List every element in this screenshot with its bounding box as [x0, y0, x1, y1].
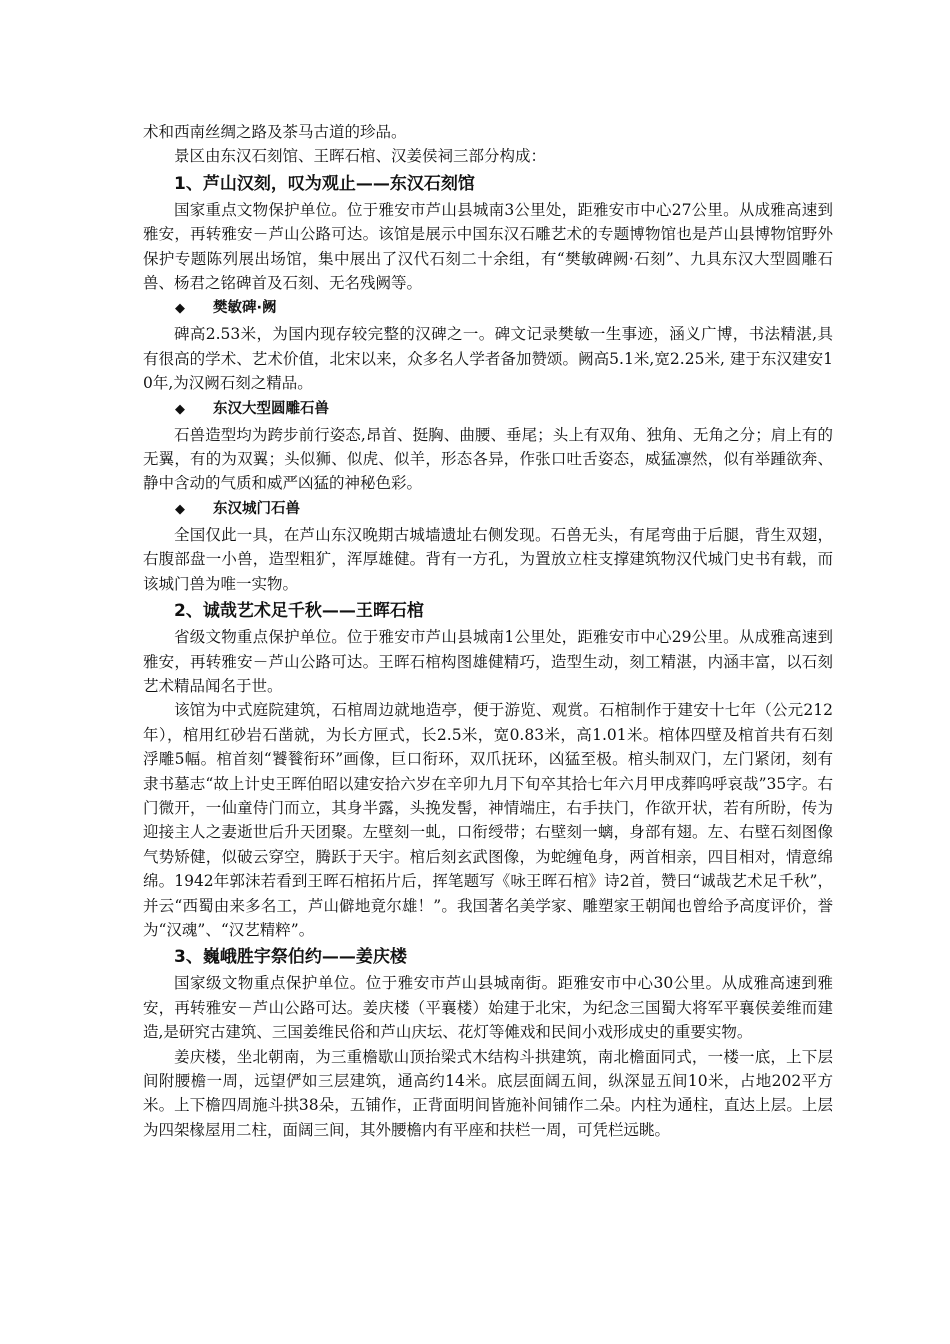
paragraph-city-gate-beast: 全国仅此一具，在芦山东汉晚期古城墙遗址右侧发现。石兽无头，有尾弯曲于后腿，背生双翅，右腹部盘一小兽，造型粗犷，浑厚雄健。背有一方孔，为置放立柱支撑建筑物汉代城门史书有载，而该城门兽为唯一实物。 — [143, 525, 833, 593]
paragraph-stone-carving-museum: 国家重点文物保护单位。位于雅安市芦山县城南3公里处，距雅安市中心27公里。从成雅高速到雅安，再转雅安－芦山公路可达。该馆是展示中国东汉石雕艺术的专题博物馆也是芦山县博物馆野外保护专题陈列展出场馆，集中展出了汉代石刻二十余组，有“樊敏碑阙·石刻”、九具东汉大型圆雕石兽、杨君之铭碑首及石刻、无名残阙等。 — [143, 200, 833, 293]
paragraph-intro-composition: 景区由东汉石刻馆、王晖石棺、汉姜侯祠三部分构成： — [174, 147, 547, 166]
section-heading-wanghui-coffin: 2、诚哉艺术足千秋——王晖石棺 — [174, 601, 424, 622]
paragraph-wanghui-coffin-intro: 省级文物重点保护单位。位于雅安市芦山县城南1公里处，距雅安市中心29公里。从成雅高速到雅安，再转雅安－芦山公路可达。王晖石棺构图雄健精巧，造型生动，刻工精湛，内涵丰富，以石刻艺术精品闻名于世。 — [143, 628, 833, 695]
subheading-label: 东汉大型圆雕石兽 — [213, 400, 329, 417]
paragraph-stone-beasts: 石兽造型均为跨步前行姿态,昂首、挺胸、曲腰、垂尾；头上有双角、独角、无角之分；肩上有的无翼，有的为双翼；头似狮、似虎、似羊，形态各异，作张口吐舌姿态，威猛凛然，似有举踵欲奔、静中含动的气质和威严凶猛的神秘色彩。 — [143, 425, 833, 493]
document-page — [143, 120, 833, 1142]
paragraph-wanghui-coffin-detail: 该馆为中式庭院建筑，石棺周边就地造亭，便于游览、观赏。石棺制作于建安十七年（公元212年），棺用红砂岩石凿就，为长方匣式，长2.5米，宽0.83米，高1.01米。棺体四壁及棺首共有石刻浮雕5幅。棺首刻“饕餮衔环”画像，巨口衔环，双爪抚环，凶猛至极。棺头制双门，左门紧闭，刻有隶书墓志“故上计史王晖伯昭以建安拾六岁在辛卯九月下旬卒其拾七年六月甲戌葬呜呼哀哉”35字。右门微开，一仙童侍门而立，其身半露，头挽发髻，神情端庄，右手扶门，作欲开状，若有所盼，传为迎接主人之妻逝世后升天团聚。左壁刻一虬，口衔绶带；右壁刻一螭，身部有翅。左、右壁石刻图像气势矫健，似破云穿空，腾跃于天宇。棺后刻玄武图像，为蛇缠龟身，两首相亲，四目相对，情意绵绵。1942年郭沫若看到王晖石棺拓片后，挥笔题写《咏王晖石棺》诗2首，赞曰“诚哉艺术足千秋”，并云“西蜀由来多名工，芦山僻地竟尔雄！”。我国著名美学家、雕塑家王朝闻也曾给予高度评价，誉为“汉魂”、“汉艺精粹”。 — [143, 701, 833, 939]
paragraph-fanmin-stele: 碑高2.53米，为国内现存较完整的汉碑之一。碑文记录樊敏一生事迹，涵义广博，书法精湛,具有很高的学术、艺术价值，北宋以来，众多名人学者备加赞颂。阙高5.1米,宽2.25米, 建于东汉建安10年,为汉阙石刻之精品。 — [143, 325, 833, 393]
subheading-city-gate-beast — [143, 496, 833, 523]
section-heading-stone-carving-museum: 1、芦山汉刻，叹为观止——东汉石刻馆 — [174, 173, 475, 194]
section-heading-jiangqing-tower: 3、巍峨胜宇祭伯约——姜庆楼 — [174, 947, 407, 968]
paragraph-jiangqing-tower-intro: 国家级文物重点保护单位。位于雅安市芦山县城南街。距雅安市中心30公里。从成雅高速到雅安，再转雅安－芦山公路可达。姜庆楼（平襄楼）始建于北宋，为纪念三国蜀大将军平襄侯姜维而建造,是研究古建筑、三国姜维民俗和芦山庆坛、花灯等傩戏和民间小戏形成史的重要实物。 — [143, 974, 833, 1042]
subheading-stone-beasts — [143, 396, 833, 423]
diamond-bullet-icon: ◆ — [175, 501, 185, 517]
diamond-bullet-icon: ◆ — [175, 301, 185, 317]
paragraph-jiangqing-tower-detail: 姜庆楼，坐北朝南，为三重檐歇山顶抬梁式木结构斗拱建筑，南北檐面同式，一楼一底，上下层间附腰檐一周，远望俨如三层建筑，通高约14米。底层面阔五间，纵深显五间10米，占地202平方米。上下檐四周施斗拱38朵，五铺作，正背面明间皆施补间铺作二朵。内柱为通柱，直达上层。上层为四架椽屋用二柱，面阔三间，其外腰檐内有平座和扶栏一周，可凭栏远眺。 — [143, 1047, 833, 1139]
diamond-bullet-icon: ◆ — [175, 401, 185, 417]
subheading-label: 东汉城门石兽 — [213, 500, 300, 517]
subheading-fanmin-stele — [143, 295, 833, 322]
paragraph-intro-tail: 术和西南丝绸之路及茶马古道的珍品。 — [143, 123, 407, 141]
subheading-label: 樊敏碑·阙 — [213, 300, 277, 317]
